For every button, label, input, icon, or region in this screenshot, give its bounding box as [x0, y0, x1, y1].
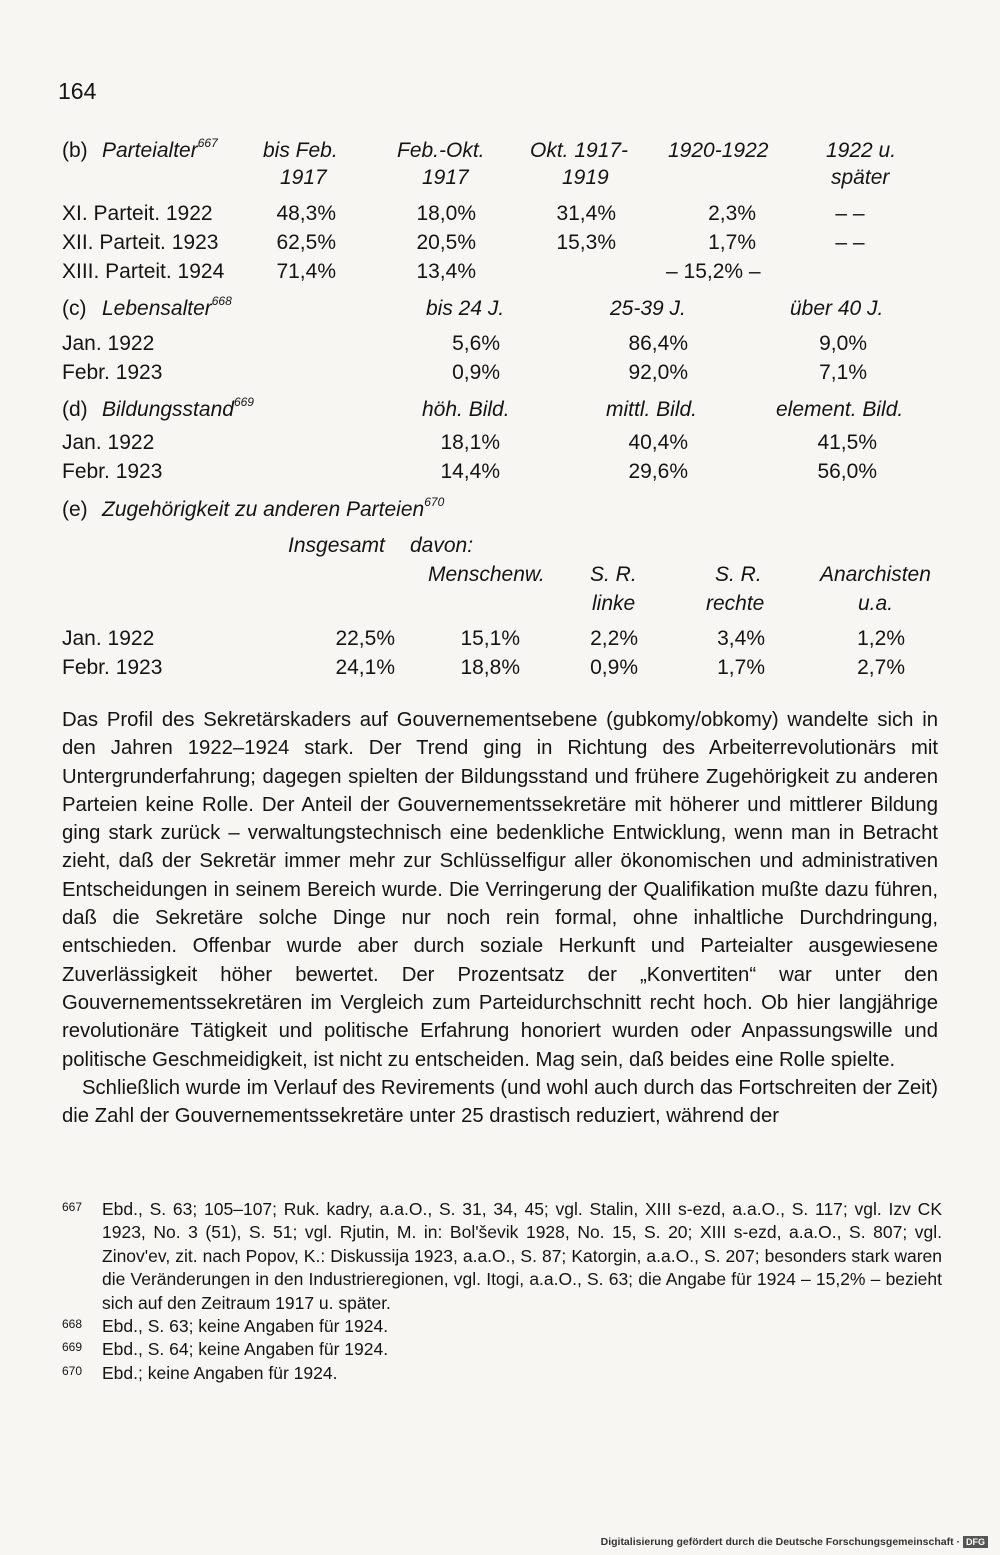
- table-c-label: (c): [62, 297, 87, 320]
- footnote: [62, 1198, 942, 1315]
- table-b-head: 1919: [562, 166, 609, 189]
- table-e-head-total: Insgesamt: [288, 534, 385, 557]
- footnote-text: Ebd., S. 63; keine Angaben für 1924.: [102, 1316, 389, 1337]
- cell: 20,5%: [416, 231, 476, 254]
- table-row: [0, 653, 1000, 682]
- cell: 24,1%: [335, 656, 395, 679]
- table-b-header-row-1: [0, 136, 1000, 165]
- cell: 48,3%: [276, 202, 336, 225]
- footnote-number: 670: [62, 1363, 83, 1378]
- table-e-head: linke: [592, 592, 636, 615]
- table-row: [0, 428, 1000, 457]
- table-c-head: bis 24 J.: [426, 297, 505, 320]
- table-b-head: 1920-1922: [668, 139, 769, 162]
- cell: 1,7%: [717, 656, 765, 679]
- cell: 0,9%: [452, 361, 500, 384]
- table-e-head: Anarchisten: [820, 563, 931, 586]
- cell: 71,4%: [276, 260, 336, 283]
- table-b-head: bis Feb.: [263, 139, 338, 162]
- table-b-head: 1917: [280, 166, 327, 189]
- cell: 92,0%: [628, 361, 688, 384]
- table-b-label: (b): [62, 139, 88, 162]
- credit-text: Digitalisierung gefördert durch die Deutsche Forschungsgemeinschaft ·: [600, 1536, 960, 1548]
- cell: 31,4%: [556, 202, 616, 225]
- table-e-head: u.a.: [858, 592, 894, 615]
- cell: 1,7%: [708, 231, 756, 254]
- cell: 18,0%: [416, 202, 476, 225]
- footnote-text: Ebd.; keine Angaben für 1924.: [102, 1362, 338, 1383]
- body-text: [62, 706, 938, 1130]
- cell: 40,4%: [628, 431, 688, 454]
- cell: 41,5%: [817, 431, 877, 454]
- table-b-head: Okt. 1917-: [530, 139, 629, 162]
- table-d-head: mittl. Bild.: [606, 398, 698, 421]
- cell: 0,9%: [590, 656, 638, 679]
- cell: 29,6%: [628, 460, 688, 483]
- table-e-title-row: [0, 495, 1000, 524]
- table-b-head: Feb.-Okt.: [397, 139, 485, 162]
- table-row: [0, 329, 1000, 358]
- footnote-number: 669: [62, 1340, 83, 1355]
- cell: 7,1%: [819, 361, 867, 384]
- table-row: [0, 358, 1000, 387]
- cell: 62,5%: [276, 231, 336, 254]
- table-d-label: (d): [62, 398, 88, 421]
- dfg-logo: DFG: [963, 1536, 988, 1548]
- table-d-title: Bildungsstand$^{669}$: [102, 395, 254, 421]
- table-row: [0, 199, 1000, 228]
- footnote: [62, 1362, 942, 1385]
- cell: 1,2%: [857, 627, 905, 650]
- cell: 15,3%: [556, 231, 616, 254]
- row-label: Febr. 1923: [62, 460, 163, 483]
- cell: 2,3%: [708, 202, 756, 225]
- cell: 86,4%: [628, 332, 688, 355]
- footnote-number: 667: [62, 1200, 83, 1214]
- table-e-title: Zugehörigkeit zu anderen Parteien$^{670}$: [102, 495, 445, 521]
- row-label: Jan. 1922: [62, 332, 155, 355]
- table-row: [0, 257, 1000, 286]
- body-paragraph: Schließlich wurde im Verlauf des Revirements (und wohl auch durch das Fortschreiten der Zeit) die Zahl der Gouvernementssekretäre unter 25 drastisch reduziert, während der: [62, 1076, 938, 1128]
- table-e-header-row-1: [0, 531, 1000, 560]
- table-row: [0, 457, 1000, 486]
- table-b-head: 1917: [422, 166, 469, 189]
- cell: – 15,2% –: [666, 260, 761, 283]
- cell: 14,4%: [440, 460, 500, 483]
- cell: 5,6%: [452, 332, 500, 355]
- cell: 9,0%: [819, 332, 867, 355]
- table-c-head: 25-39 J.: [610, 297, 686, 320]
- footnotes: [62, 1198, 942, 1385]
- table-e-header-row-3: [0, 589, 1000, 618]
- table-e-head: rechte: [706, 592, 765, 615]
- table-c-head: über 40 J.: [790, 297, 884, 320]
- table-e-head-davon: davon:: [410, 534, 474, 557]
- table-row: [0, 228, 1000, 257]
- table-b-header-row-2: [0, 163, 1000, 192]
- footnote: [62, 1315, 942, 1338]
- table-c-title: Lebensalter$^{668}$: [102, 294, 232, 320]
- footnote: [62, 1338, 942, 1361]
- footnote-text: Ebd., S. 63; 105–107; Ruk. kadry, a.a.O., S. 31, 34, 45; vgl. Stalin, XIII s-ezd, a.a.O., S. 117; vgl. Izv CK 1923, No. 3 (51), S. 51; vgl. Rjutin, M. in: Bol'ševik 1928, No. 15, S. 20; XIII s-ezd, a.a.O., S. 807; vgl. Zinov'ev, zit. nach Popov, K.: Diskussija 1923, a.a.O., S. 87; Katorgin, a.a.O., S. 207; besonders stark waren die Veränderungen in den Industrieregionen, vgl. Itogi, a.a.O., S. 63; die Angabe für 1924 – 15,2% – bezieht sich auf den Zeitraum 1917 u. später.: [102, 1199, 942, 1313]
- page-number: 164: [58, 78, 97, 104]
- cell: 2,7%: [857, 656, 905, 679]
- cell: 22,5%: [335, 627, 395, 650]
- table-d-head: element. Bild.: [776, 398, 904, 421]
- row-label: XII. Parteit. 1923: [62, 231, 219, 254]
- table-e-label: (e): [62, 498, 88, 521]
- cell: 13,4%: [416, 260, 476, 283]
- footnote-number: 668: [62, 1317, 83, 1332]
- table-b-head: 1922 u.: [826, 139, 897, 162]
- table-e-head: Menschenw.: [428, 563, 545, 586]
- footnote-text: Ebd., S. 64; keine Angaben für 1924.: [102, 1339, 389, 1360]
- row-label: XI. Parteit. 1922: [62, 202, 213, 225]
- table-b-head: später: [831, 166, 890, 189]
- row-label: XIII. Parteit. 1924: [62, 260, 225, 283]
- cell: 2,2%: [590, 627, 638, 650]
- cell: 3,4%: [717, 627, 765, 650]
- cell: 18,1%: [440, 431, 500, 454]
- table-c-header-row: [0, 294, 1000, 323]
- table-row: [0, 624, 1000, 653]
- row-label: Febr. 1923: [62, 361, 163, 384]
- cell: 18,8%: [460, 656, 520, 679]
- cell: 56,0%: [817, 460, 877, 483]
- table-b-title: Parteialter$^{667}$: [102, 136, 218, 162]
- body-paragraph: Das Profil des Sekretärskaders auf Gouvernementsebene (gubkomy/obkomy) wandelte sich in den Jahren 1922–1924 stark. Der Trend ging in Richtung des Arbeiterrevolutionärs mit Untergrunderfahrung; dagegen spielten der Bildungsstand und frühere Zugehörigkeit zu anderen Parteien keine Rolle. Der Anteil der Gouvernementssekretäre mit höherer und mittlerer Bildung ging stark zurück – verwaltungstechnisch eine bedenkliche Entwicklung, wenn man in Betracht zieht, daß der Sekretär immer mehr zur Schlüsselfigur aller ökonomischen und administrativen Entscheidungen in seinem Bereich wurde. Die Verringerung der Qualifikation mußte dazu führen, daß die Sekretäre solche Dinge nur noch rein formal, ohne inhaltliche Durchdringung, entschieden. Offenbar wurde aber durch soziale Herkunft und Parteialter ausgewiesene Zuverlässigkeit höher bewertet. Der Prozentsatz der „Konvertiten“ war unter den Gouvernementssekretären im Vergleich zum Parteidurchschnitt recht hoch. Ob hier langjährige revolutionäre Tätigkeit und politische Erfahrung honoriert wurden oder Anpassungswille und politische Geschmeidigkeit, ist nicht zu entscheiden. Mag sein, daß beides eine Rolle spielte.: [62, 709, 938, 1071]
- table-d-head: höh. Bild.: [422, 398, 510, 421]
- cell: – –: [835, 202, 865, 225]
- row-label: Jan. 1922: [62, 627, 155, 650]
- cell: 15,1%: [460, 627, 520, 650]
- digitization-credit: [601, 1536, 988, 1548]
- cell: – –: [835, 231, 865, 254]
- table-e-header-row-2: [0, 560, 1000, 589]
- table-e-head: S. R.: [590, 563, 637, 586]
- row-label: Febr. 1923: [62, 656, 163, 679]
- table-e-head: S. R.: [715, 563, 762, 586]
- row-label: Jan. 1922: [62, 431, 155, 454]
- table-d-header-row: [0, 395, 1000, 424]
